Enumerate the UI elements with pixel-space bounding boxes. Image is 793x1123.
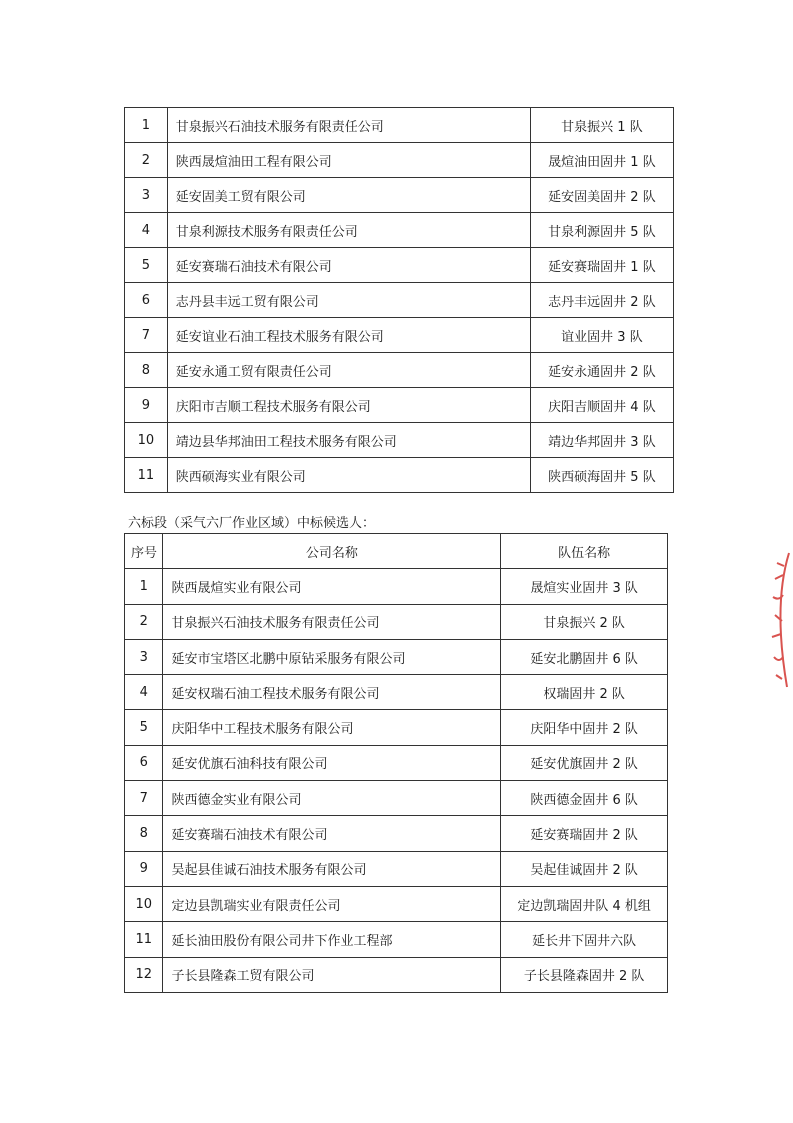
table-body [125,569,668,993]
row-number: 4 [125,675,163,710]
company-name: 甘泉振兴石油技术服务有限责任公司 [163,604,501,639]
team-name: 庆阳吉顺固井 4 队 [530,388,673,423]
team-name: 庆阳华中固井 2 队 [501,710,668,745]
table-row [125,108,674,143]
company-name: 吴起县佳诚石油技术服务有限公司 [163,851,501,886]
company-name: 甘泉振兴石油技术服务有限责任公司 [167,108,530,143]
row-number: 11 [125,922,163,957]
team-name: 谊业固井 3 队 [530,318,673,353]
table-row [125,353,674,388]
team-name: 延安北鹏固井 6 队 [501,639,668,674]
table-row [125,318,674,353]
team-name: 陕西德金固井 6 队 [501,781,668,816]
section-title: 六标段（采气六厂作业区域）中标候选人： [128,516,376,531]
table-body [125,108,674,493]
company-name: 延长油田股份有限公司井下作业工程部 [163,922,501,957]
header-no: 序号 [125,534,163,569]
table-row [125,957,668,992]
table-row [125,604,668,639]
table-row [125,283,674,318]
team-name: 志丹丰远固井 2 队 [530,283,673,318]
table-row [125,851,668,886]
candidate-table-section6 [124,533,668,993]
table-row [125,458,674,493]
company-name: 延安市宝塔区北鹏中原钻采服务有限公司 [163,639,501,674]
table-row [125,922,668,957]
table-row [125,886,668,921]
row-number: 6 [125,283,168,318]
company-name: 靖边县华邦油田工程技术服务有限公司 [167,423,530,458]
team-name: 延长井下固井六队 [501,922,668,957]
team-name: 甘泉利源固井 5 队 [530,213,673,248]
team-name: 晟煊油田固井 1 队 [530,143,673,178]
company-name: 陕西硕海实业有限公司 [167,458,530,493]
table-row [125,248,674,283]
header-company: 公司名称 [163,534,501,569]
company-name: 甘泉利源技术服务有限责任公司 [167,213,530,248]
table-row [125,388,674,423]
table-row [125,781,668,816]
table-header-row [125,534,668,569]
team-name: 定边凯瑞固井队 4 机组 [501,886,668,921]
row-number: 2 [125,604,163,639]
row-number: 7 [125,318,168,353]
table-row [125,710,668,745]
team-name: 甘泉振兴 2 队 [501,604,668,639]
company-name: 志丹县丰远工贸有限公司 [167,283,530,318]
company-name: 延安权瑞石油工程技术服务有限公司 [163,675,501,710]
company-name: 定边县凯瑞实业有限责任公司 [163,886,501,921]
team-name: 陕西硕海固井 5 队 [530,458,673,493]
row-number: 12 [125,957,163,992]
row-number: 6 [125,745,163,780]
team-name: 延安固美固井 2 队 [530,178,673,213]
team-name: 延安赛瑞固井 1 队 [530,248,673,283]
company-name: 陕西晟煊油田工程有限公司 [167,143,530,178]
row-number: 11 [125,458,168,493]
row-number: 5 [125,710,163,745]
team-name: 延安永通固井 2 队 [530,353,673,388]
company-name: 延安固美工贸有限公司 [167,178,530,213]
table-row [125,745,668,780]
team-name: 子长县隆森固井 2 队 [501,957,668,992]
row-number: 9 [125,851,163,886]
row-number: 1 [125,569,163,604]
company-name: 延安永通工贸有限责任公司 [167,353,530,388]
team-name: 延安赛瑞固井 2 队 [501,816,668,851]
row-number: 10 [125,886,163,921]
company-name: 庆阳华中工程技术服务有限公司 [163,710,501,745]
row-number: 4 [125,213,168,248]
team-name: 甘泉振兴 1 队 [530,108,673,143]
row-number: 7 [125,781,163,816]
company-name: 延安赛瑞石油技术有限公司 [163,816,501,851]
table-row [125,143,674,178]
company-name: 陕西德金实业有限公司 [163,781,501,816]
team-name: 吴起佳诚固井 2 队 [501,851,668,886]
row-number: 1 [125,108,168,143]
team-name: 晟煊实业固井 3 队 [501,569,668,604]
row-number: 3 [125,639,163,674]
seal-stamp-fragment [763,545,793,695]
team-name: 延安优旗固井 2 队 [501,745,668,780]
table-row [125,178,674,213]
header-team: 队伍名称 [501,534,668,569]
table-row [125,675,668,710]
company-name: 子长县隆森工贸有限公司 [163,957,501,992]
row-number: 10 [125,423,168,458]
row-number: 9 [125,388,168,423]
candidate-table-continued [124,107,674,493]
team-name: 权瑞固井 2 队 [501,675,668,710]
company-name: 陕西晟煊实业有限公司 [163,569,501,604]
row-number: 8 [125,353,168,388]
table-row [125,816,668,851]
team-name: 靖边华邦固井 3 队 [530,423,673,458]
table-row [125,639,668,674]
company-name: 庆阳市吉顺工程技术服务有限公司 [167,388,530,423]
row-number: 5 [125,248,168,283]
table-row [125,423,674,458]
company-name: 延安优旗石油科技有限公司 [163,745,501,780]
row-number: 8 [125,816,163,851]
company-name: 延安谊业石油工程技术服务有限公司 [167,318,530,353]
table-row [125,569,668,604]
company-name: 延安赛瑞石油技术有限公司 [167,248,530,283]
table-row [125,213,674,248]
row-number: 2 [125,143,168,178]
row-number: 3 [125,178,168,213]
